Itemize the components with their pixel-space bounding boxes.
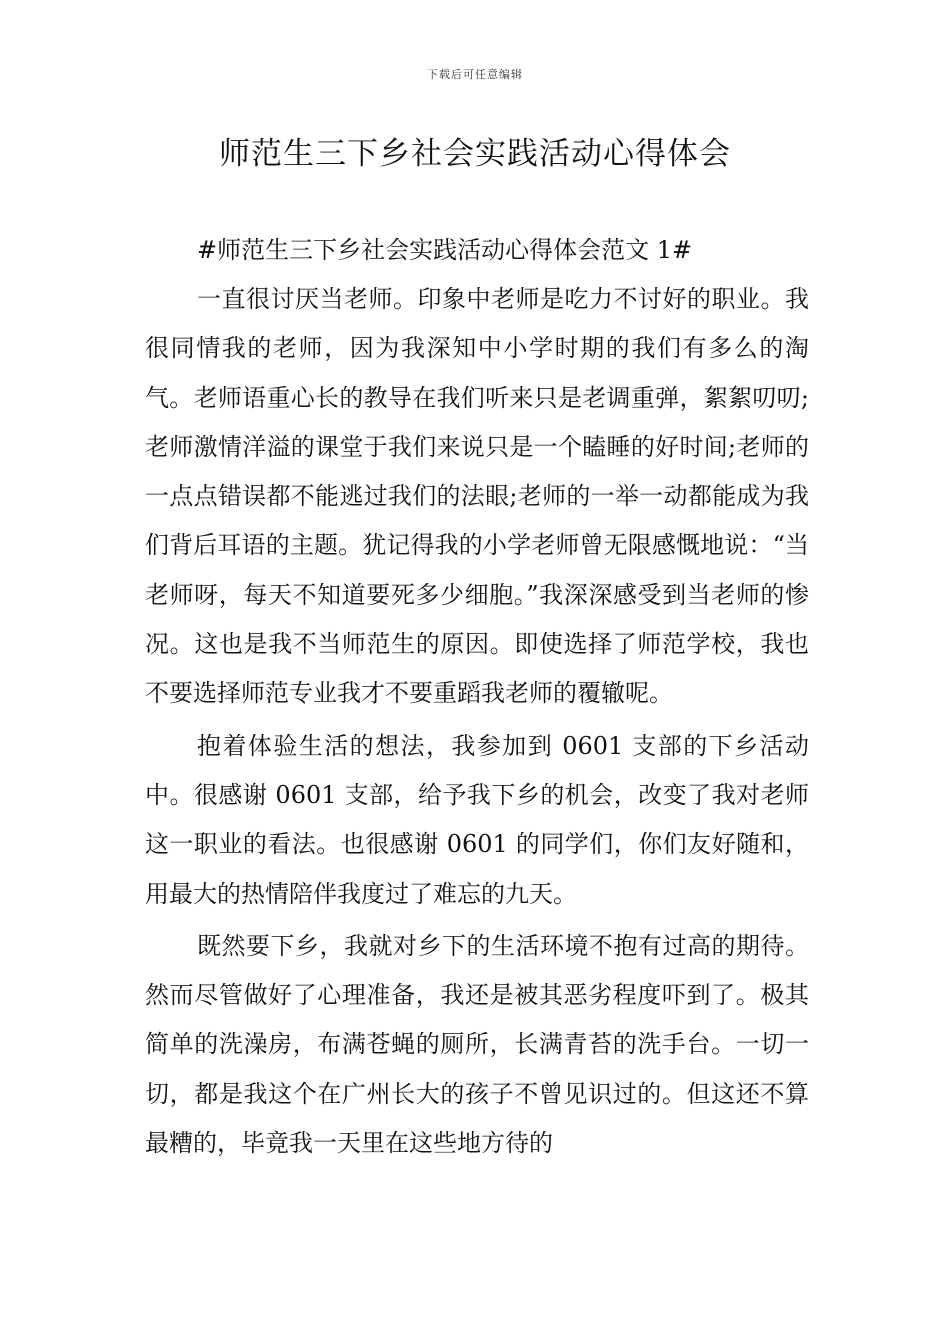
paragraph-2: 抱着体验生活的想法，我参加到 0601 支部的下乡活动中。很感谢 0601 支部，给予我下乡的机会，改变了我对老师这一职业的看法。也很感谢 0601 的同学们，你们友好随和，用最大的热情陪伴我度过了难忘的九天。	[145, 731, 809, 908]
header-note: 下载后可任意编辑	[427, 68, 523, 81]
document-body	[145, 226, 809, 1168]
section-subtitle: #师范生三下乡社会实践活动心得体会范文 1#	[197, 236, 693, 264]
paragraph-3: 既然要下乡，我就对乡下的生活环境不抱有过高的期待。然而尽管做好了心理准备，我还是被其恶劣程度吓到了。极其简单的洗澡房，布满苍蝇的厕所，长满青苔的洗手台。一切一切，都是我这个在广州长大的孩子不曾见识过的。但这还不算最糟的，毕竟我一天里在这些地方待的	[145, 931, 809, 1158]
paragraph-1: 一直很讨厌当老师。印象中老师是吃力不讨好的职业。我很同情我的老师，因为我深知中小学时期的我们有多么的淘气。老师语重心长的教导在我们听来只是老调重弹，絮絮叨叨;老师激情洋溢的课堂于我们来说只是一个瞌睡的好时间;老师的一点点错误都不能逃过我们的法眼;老师的一举一动都能成为我们背后耳语的主题。犹记得我的小学老师曾无限感慨地说：“当老师呀，每天不知道要死多少细胞。”我深深感受到当老师的惨况。这也是我不当师范生的原因。即使选择了师范学校，我也不要选择师范专业我才不要重蹈我老师的覆辙呢。	[145, 285, 809, 708]
document-title: 师范生三下乡社会实践活动心得体会	[219, 136, 731, 172]
